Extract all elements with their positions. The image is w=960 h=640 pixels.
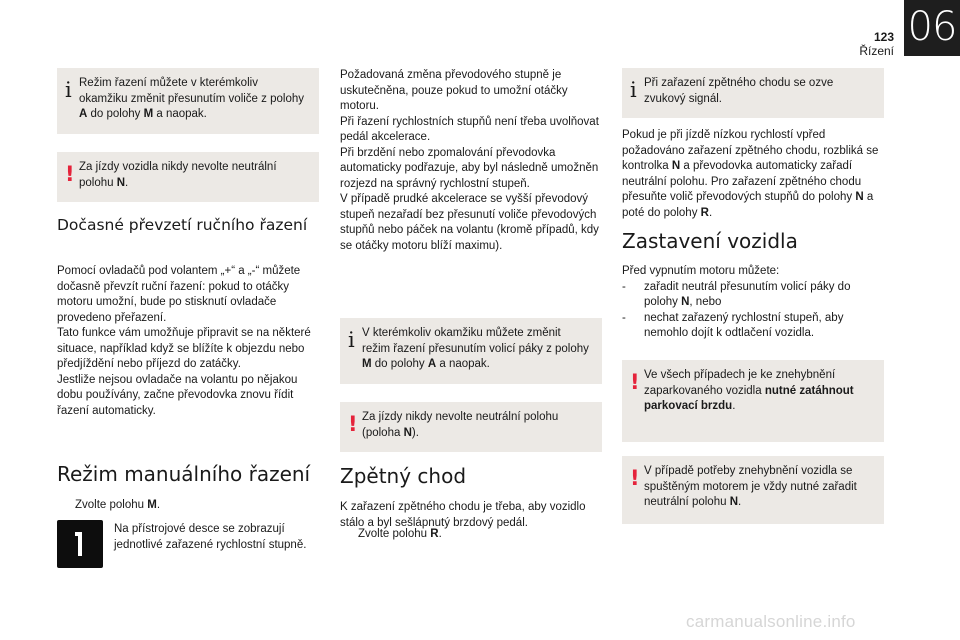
section-heading: Zastavení vozidla — [622, 229, 798, 253]
list-item: - nechat zařazený rychlostní stupeň, aby nemohlo dojít k odtlačení vozidla. — [622, 311, 844, 339]
body-text: Pokud je při jízdě nízkou rychlostí vpřed požadováno zařazení zpětného chodu, rozbliká se kontrolka N a převodovka automaticky zařadí neutrální polohu. Pro zařazení zpětného chodu přesuňte volič převodových stupňů do polohy N a poté do polohy R. — [622, 129, 879, 219]
instruction-item: Zvolte polohu M. — [75, 499, 161, 511]
warning-note: ! V případě potřeby znehybnění vozidla se spuštěným motorem je vždy nutné zařadit neutrální polohu N. — [622, 456, 884, 524]
dash-icon: - — [622, 280, 626, 293]
dash-icon: - — [622, 311, 626, 324]
list-item: - zařadit neutrál přesunutím volicí páky do polohy N, nebo — [622, 280, 851, 308]
page-number: 123 — [873, 30, 894, 44]
body-text: Pomocí ovladačů pod volantem „+“ a „-“ můžete dočasně převzít ruční řazení: pokud to otáčky motoru umožní, bude po stisknutí ovladače provedeno přeřazení. Tato funkce vám umožňuje připravit se na některé situace, například když se blížíte k objezdu nebo předjíždění nebo příjezd do zatáčky. Jestliže nejsou ovladače na volantu po nějakou dobu používány, začne převodovka znovu řídit řazení automaticky. — [57, 265, 311, 417]
info-note: i V kterémkoliv okamžiku můžete změnit režim řazení přesunutím volicí páky z polohy M do polohy A a naopak. — [340, 318, 602, 384]
body-text: Před vypnutím motoru můžete: - zařadit neutrál přesunutím volicí páky do polohy N, nebo - nechat zařazený rychlostní stupeň, aby nemohlo dojít k odtlačení vozidla. — [622, 264, 884, 342]
warning-note: ! Za jízdy nikdy nevolte neutrální polohu (poloha N). — [340, 402, 602, 452]
section-heading: Režim manuálního řazení — [57, 462, 311, 486]
chapter-badge: 06 — [904, 0, 960, 56]
info-icon: i — [630, 78, 637, 102]
info-icon: i — [348, 328, 355, 352]
section-title: Řízení — [859, 44, 894, 58]
warning-icon: ! — [630, 370, 640, 394]
info-note: i Při zařazení zpětného chodu se ozve zvukový signál. — [622, 68, 884, 118]
warning-note: ! Za jízdy vozidla nikdy nevolte neutrální polohu N. — [57, 152, 319, 202]
info-note: i Režim řazení můžete v kterémkoliv okamžiku změnit přesunutím voliče z polohy A do polohy M a naopak. — [57, 68, 319, 134]
section-heading: Dočasné převzetí ručního řazení — [57, 216, 308, 234]
section-heading: Zpětný chod — [340, 464, 467, 488]
instruction-item: Zvolte polohu R. — [358, 528, 442, 540]
body-text: K zařazení zpětného chodu je třeba, aby vozidlo stálo a byl sešlápnutý brzdový pedál. — [340, 501, 586, 529]
warning-icon: ! — [630, 466, 640, 490]
watermark: carmanualsonline.info — [686, 612, 856, 631]
gear-indicator-icon — [57, 520, 103, 568]
warning-icon: ! — [65, 162, 75, 186]
warning-icon: ! — [348, 412, 358, 436]
info-icon: i — [65, 78, 72, 102]
warning-note: ! Ve všech případech je ke znehybnění zaparkovaného vozidla nutné zatáhnout parkovací brzdu. — [622, 360, 884, 442]
body-text: Požadovaná změna převodového stupně je uskutečněna, pouze pokud to umožní otáčky motoru. Při řazení rychlostních stupňů není třeba uvolňovat pedál akcelerace. Při brzdění nebo zpomalování převodovka automaticky podřazuje, aby byl následně umožněn rozjezd na správný rychlostní stupeň. V případě prudké akcelerace se vyšší převodový stupeň nezařadí bez přesunutí voliče převodových stupňů nebo páček na volantu (kromě případů, kdy se otáčky motoru blíží maximu). — [340, 69, 599, 252]
body-text: Na přístrojové desce se zobrazují jednotlivé zařazené rychlostní stupně. — [114, 523, 307, 551]
